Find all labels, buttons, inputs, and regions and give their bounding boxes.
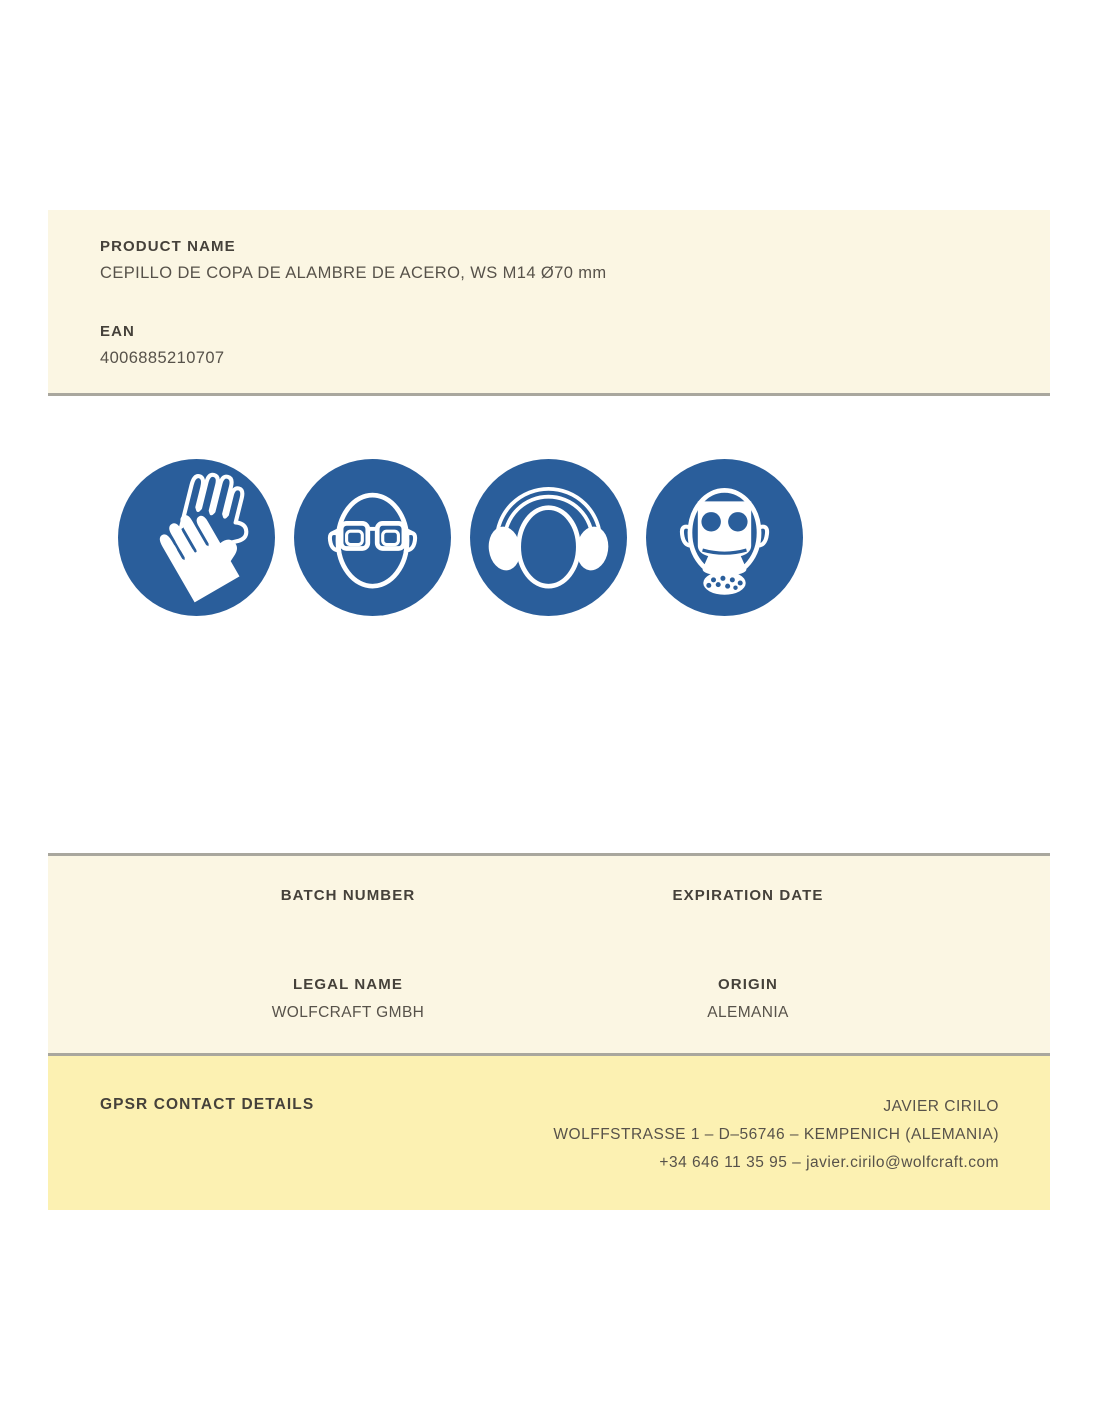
details-row-top	[48, 887, 1050, 904]
product-info-panel	[48, 210, 1050, 396]
details-row-bottom	[48, 976, 1050, 1022]
origin-value: ALEMANIA	[707, 1004, 789, 1021]
safety-icons-row	[118, 459, 803, 616]
expiration-date-column	[548, 887, 948, 904]
batch-details-panel	[48, 853, 1050, 1056]
expiration-date-label: EXPIRATION DATE	[672, 887, 824, 904]
wear-respirator-icon	[646, 459, 803, 616]
origin-label: ORIGIN	[718, 976, 778, 993]
legal-name-value: WOLFCRAFT GMBH	[271, 1004, 425, 1021]
gpsr-contact-phone-email: +34 646 11 35 95 – javier.cirilo@wolfcraft.com	[659, 1154, 999, 1171]
batch-number-column	[148, 887, 548, 904]
origin-column	[548, 976, 948, 1022]
wear-protective-gloves-icon	[118, 459, 275, 616]
batch-number-label: BATCH NUMBER	[280, 887, 416, 904]
gpsr-contact-title: GPSR CONTACT DETAILS	[100, 1096, 315, 1113]
legal-name-label: LEGAL NAME	[293, 976, 403, 993]
gpsr-contact-name: JAVIER CIRILO	[883, 1098, 999, 1115]
wear-eye-protection-icon	[294, 459, 451, 616]
gpsr-contact-address: WOLFFSTRASSE 1 – D–56746 – KEMPENICH (ALEMANIA)	[553, 1126, 999, 1143]
ean-value: 4006885210707	[100, 349, 225, 367]
product-name-value: CEPILLO DE COPA DE ALAMBRE DE ACERO, WS M14 Ø70 mm	[100, 264, 607, 282]
product-name-label: PRODUCT NAME	[100, 238, 236, 255]
ean-label: EAN	[100, 323, 135, 340]
gpsr-contact-block	[553, 1093, 999, 1177]
legal-name-column	[148, 976, 548, 1022]
gpsr-contact-panel	[48, 1056, 1050, 1210]
wear-ear-protection-icon	[470, 459, 627, 616]
